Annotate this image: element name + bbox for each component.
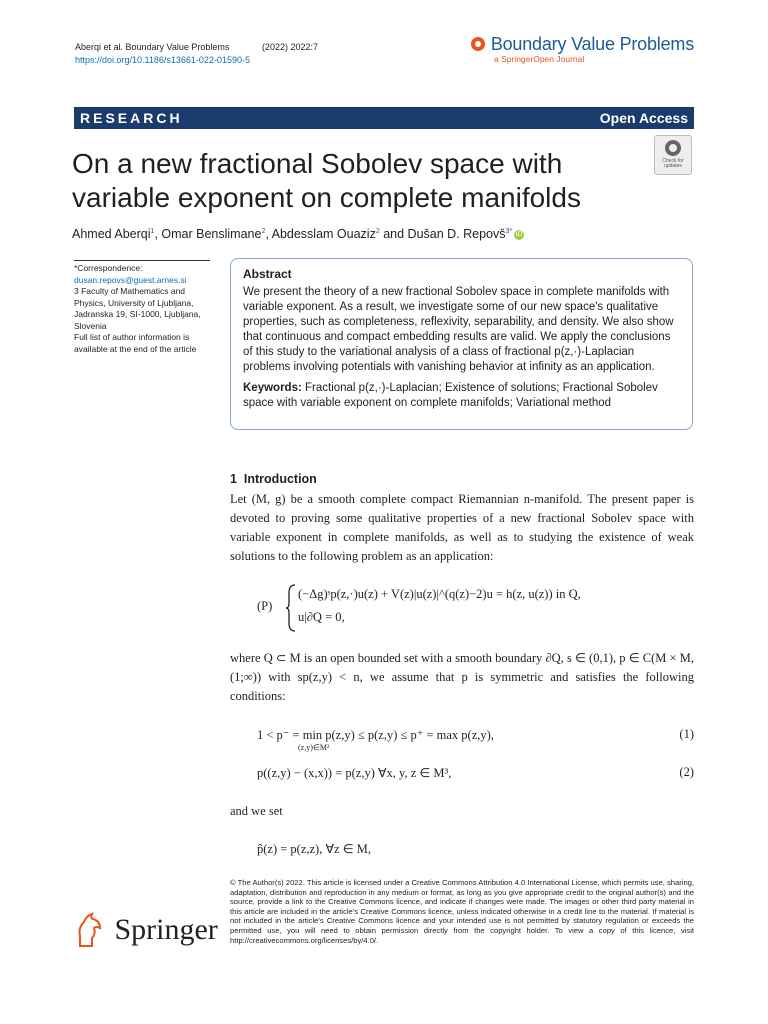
equation-3: p̂(z) = p(z,z), ∀z ∈ M, (257, 842, 371, 856)
citation-line: Aberqi et al. Boundary Value Problems (75, 42, 230, 52)
equation-number: (2) (679, 765, 694, 779)
author-name[interactable]: Ahmed Aberqi (72, 227, 151, 241)
equation-1-subscript: (z,y)∈M² (298, 743, 330, 752)
body-paragraph: where Q ⊂ M is an open bounded set with a smooth boundary ∂Q, s ∈ (0,1), p ∈ C(M × M, (1;∞)) with sp(z,y) < n, we assume that p is symmetric and satisfies the following conditions: (230, 651, 694, 703)
check-for-updates-button[interactable] (654, 135, 692, 175)
article-type-banner (74, 107, 694, 129)
keywords-text: Fractional p(z,·)-Laplacian; Existence of solutions; Fractional Sobolev space with variable exponent on complete manifolds; Variational method (243, 382, 658, 409)
orcid-icon[interactable]: iD (515, 230, 523, 238)
keywords-label: Keywords: (243, 382, 302, 394)
brace-icon (285, 583, 297, 633)
journal-logo[interactable] (470, 34, 694, 64)
check-updates-label: Check for updates (662, 158, 684, 169)
springer-wordmark: Springer (114, 913, 218, 946)
license-notice: © The Author(s) 2022. This article is licensed under a Creative Commons Attribution 4.0 International License, which permits use, sharing, adaptation, distribution and reproduction in any medium or format, as long as you give appropriate credit to the original author(s) and the source, provide a link to the Creative Commons licence, and indicate if changes were made. The images or other third party material in this article are included in the article's Creative Commons licence, unless indicated otherwise in a credit line to the material. If material is not included in the article's Creative Commons licence and your intended use is not permitted by statutory regulation or exceeds the permitted use, you will need to obtain permission directly from the copyright holder. To view a copy of this licence, visit http://creativecommons.org/licenses/by/4.0/. (230, 878, 694, 945)
doi-link[interactable]: https://doi.org/10.1186/s13661-022-01590-5 (75, 55, 250, 65)
problem-equation-line2: u|∂Q = 0, (298, 610, 345, 624)
equation-number: (1) (679, 727, 694, 741)
author-name[interactable]: Omar Benslimane (161, 227, 262, 241)
update-icon (664, 139, 682, 157)
journal-logo-icon (470, 36, 486, 52)
article-type: RESEARCH (80, 110, 183, 126)
section-number: 1 (230, 472, 237, 486)
author-name[interactable]: Abdesslam Ouaziz (271, 227, 376, 241)
abstract-heading: Abstract (243, 267, 292, 281)
sidebar-divider (74, 260, 210, 261)
abstract-text: We present the theory of a new fractional Sobolev space in complete manifolds with variable exponent. As a result, we investigate some of our new space's qualitative properties, such as completeness, reflexivity, separability, and density. We also show that continuous and compact embedding results are valid. We apply the conclusions of this study to the variational analysis of a class of fractional p(z,·)-Laplacian problems involving potentials with vanishing behavior at infinity as an application. (243, 286, 674, 373)
springer-horse-icon (74, 912, 104, 948)
author-name[interactable]: Dušan D. Repovš (407, 227, 506, 241)
author-affiliation-mark: 2 (261, 227, 266, 235)
body-paragraph: Let (M, g) be a smooth complete compact Riemannian n-manifold. The present paper is devoted to proving some qualitative properties of a new fractional Sobolev space with variable exponent in complete manifolds, as well as to studying the existence of weak solutions to the following problem as an application: (230, 492, 694, 563)
correspondence-sidebar (74, 260, 214, 355)
author-affiliation-mark: 2 (375, 227, 380, 235)
equation-2: p((z,y) − (x,x)) = p(z,y) ∀x, y, z ∈ M³, (257, 766, 452, 780)
author-affiliation-mark: 3* (505, 227, 513, 235)
author-affiliation-mark: 1 (150, 227, 155, 235)
correspondence-email[interactable]: dusan.repovs@guest.arnes.si (74, 274, 187, 285)
body-paragraph: and we set (230, 804, 283, 818)
abstract-box (230, 258, 693, 430)
author-list: Ahmed Aberqi$^1$, Omar Benslimane$^2$, Abdesslam Ouaziz$^2$ and Dušan D. Repovš$^{3*}$ iD (72, 227, 523, 241)
keywords (243, 381, 680, 411)
citation-header (75, 41, 318, 67)
equation-1: 1 < p⁻ = min p(z,y) ≤ p(z,y) ≤ p⁺ = max p(z,y), (257, 728, 494, 742)
author-info-note: Full list of author information is available at the end of the article (74, 332, 197, 354)
journal-name: Boundary Value Problems (490, 34, 694, 54)
problem-equation-line1: (−Δg)ˢp(z,·)u(z) + V(z)|u(z)|^(q(z)−2)u = h(z, u(z)) in Q, (298, 587, 581, 601)
year-info: (2022) 2022:7 (261, 42, 318, 52)
correspondence-label: *Correspondence: (74, 263, 143, 273)
affiliation: 3 Faculty of Mathematics and Physics, University of Ljubljana, Jadranska 19, SI-1000, Ljubljana, Slovenia (74, 286, 201, 331)
article-title: On a new fractional Sobolev space with variable exponent on complete manifolds (72, 148, 581, 213)
section-heading (230, 472, 317, 486)
open-access-label: Open Access (599, 110, 688, 126)
problem-label: (P) (257, 599, 273, 613)
journal-subtitle: a SpringerOpen Journal (494, 54, 585, 64)
springer-logo[interactable] (74, 912, 218, 948)
section-title: Introduction (243, 472, 317, 486)
